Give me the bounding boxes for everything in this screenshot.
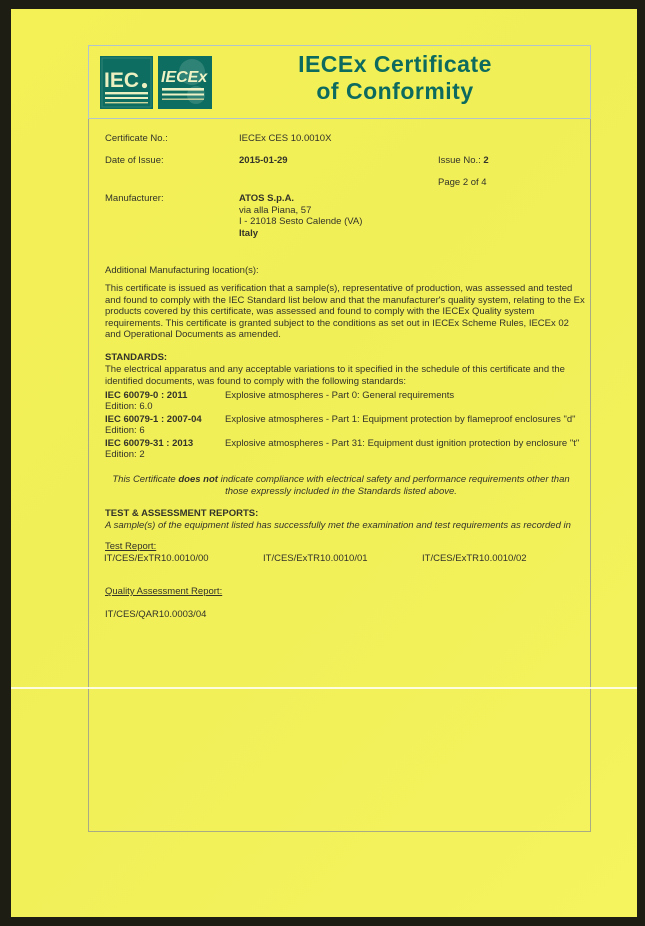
- date-of-issue-label: Date of Issue:: [105, 155, 164, 166]
- test-report-number: IT/CES/ExTR10.0010/02: [422, 553, 527, 564]
- page-title-line1: IECEx Certificate: [298, 51, 492, 77]
- certificate-no-value: IECEx CES 10.0010X: [239, 133, 332, 144]
- page-title-line2: of Conformity: [316, 78, 474, 104]
- standard-description: Explosive atmospheres - Part 0: General requirements: [225, 390, 455, 401]
- test-reports-heading: TEST & ASSESSMENT REPORTS:: [105, 508, 259, 519]
- page-title: [230, 51, 560, 105]
- disclaimer-note: [112, 474, 570, 497]
- standard-code: IEC 60079-1 : 2007-04: [105, 414, 202, 425]
- certificate-no-label: Certificate No.:: [105, 133, 168, 144]
- standard-edition: Edition: 6.0: [105, 401, 153, 412]
- manufacturer-name: ATOS S.p.A.: [239, 193, 295, 204]
- manufacturer-address-line1: via alla Piana, 57: [239, 204, 312, 216]
- issue-no: [438, 155, 489, 167]
- standards-intro: The electrical apparatus and any acceptable variations to it specified in the schedule of this certificate and the identified documents, was found to comply with the following standards:: [105, 364, 565, 387]
- iec-logo-icon: [100, 56, 153, 114]
- standard-description: Explosive atmospheres - Part 1: Equipment protection by flameproof enclosures "d": [225, 414, 576, 425]
- manufacturer-address-line3: Italy: [239, 227, 259, 239]
- disclaimer-suffix: indicate compliance with electrical safety and performance requirements other than those expressly included in the Standards listed above.: [217, 474, 570, 497]
- manufacturer-label: Manufacturer:: [105, 193, 164, 204]
- svg-text:IEC: IEC: [104, 69, 140, 92]
- issue-no-label: Issue No.:: [438, 155, 481, 166]
- standard-code: IEC 60079-31 : 2013: [105, 438, 194, 449]
- scan-crease-line: [11, 687, 637, 689]
- test-report-number: IT/CES/ExTR10.0010/01: [263, 553, 368, 564]
- standards-heading: STANDARDS:: [105, 352, 168, 363]
- additional-locations-label: Additional Manufacturing location(s):: [105, 265, 259, 276]
- manufacturer-address-block: [239, 193, 362, 239]
- disclaimer-prefix: This Certificate: [112, 474, 179, 485]
- issue-no-value: 2: [483, 155, 489, 166]
- standard-edition: Edition: 6: [105, 425, 145, 436]
- quality-assessment-report-label: Quality Assessment Report:: [105, 586, 223, 597]
- test-report-number: IT/CES/ExTR10.0010/00: [104, 553, 209, 564]
- standard-edition: Edition: 2: [105, 449, 145, 460]
- standard-code: IEC 60079-0 : 2011: [105, 390, 188, 401]
- svg-text:IECEx: IECEx: [161, 69, 208, 86]
- disclaimer-bold: does not: [178, 474, 218, 485]
- page-indicator: Page 2 of 4: [438, 177, 487, 188]
- quality-assessment-report-number: IT/CES/QAR10.0003/04: [105, 609, 207, 620]
- test-reports-intro: A sample(s) of the equipment listed has successfully met the examination and test requirements as recorded in: [105, 520, 571, 531]
- manufacturer-address-line2: I - 21018 Sesto Calende (VA): [239, 216, 363, 227]
- verification-paragraph: This certificate is issued as verification that a sample(s), representative of production, was assessed and tested and found to comply with the IEC Standard list below and that the manufacturer's quality system, relating to the Ex products covered by this certificate, was assessed and found to comply with the IECEx Quality system requirements. This certificate is granted subject to the conditions as set out in IECEx Scheme Rules, IECEx 02 and Operational Documents as amended.: [105, 283, 585, 340]
- date-of-issue-value: 2015-01-29: [239, 155, 288, 166]
- test-report-label: Test Report:: [105, 541, 157, 552]
- iecex-logo-icon: [158, 56, 212, 114]
- standard-description: Explosive atmospheres - Part 31: Equipment dust ignition protection by enclosure "t": [225, 438, 580, 449]
